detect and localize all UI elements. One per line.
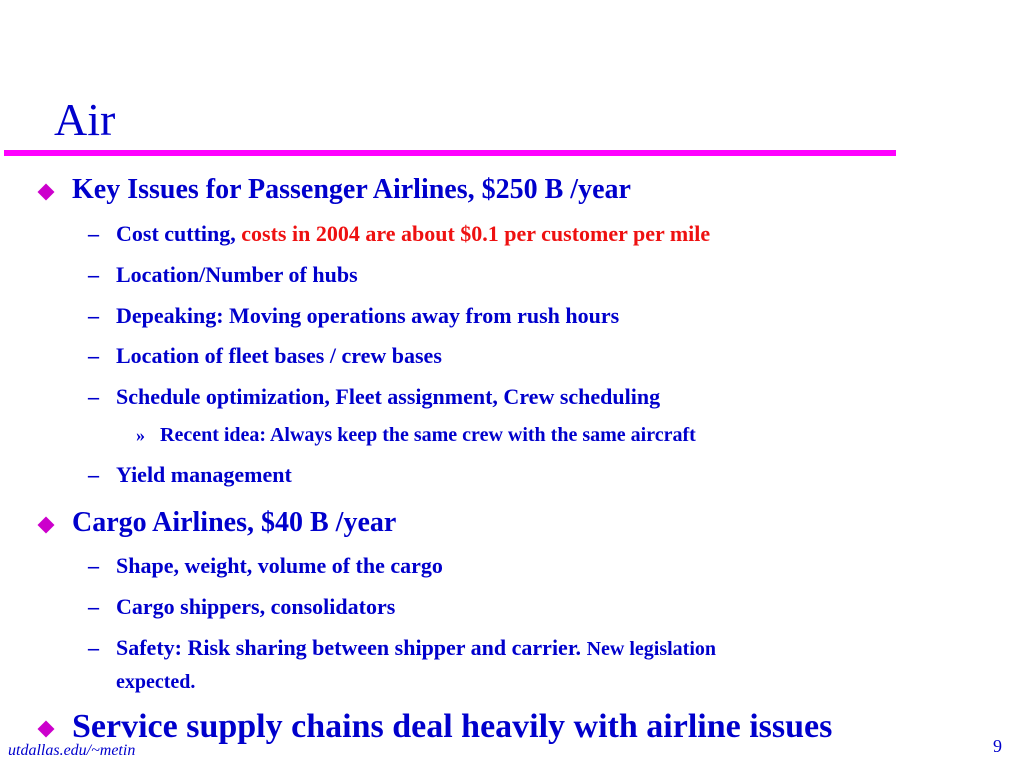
bullet-service-supply-chains: Service supply chains deal heavily with airline issues [72,708,833,745]
highlighted-cost-text: costs in 2004 are about $0.1 per customer per mile [241,221,711,246]
bullet-cargo-airlines: Cargo Airlines, $40 B /year [72,507,397,538]
sub-bullet-hubs: Location/Number of hubs [116,262,358,287]
sub-bullet-text: Safety: Risk sharing between shipper and carrier. [116,635,587,660]
diamond-bullet-icon [38,517,55,534]
dash-bullet-icon: – [88,343,99,368]
dash-bullet-icon: – [88,462,99,487]
diamond-bullet-icon [38,721,55,738]
sub-bullet-cost-cutting [116,218,710,250]
sub-bullet-fleet-bases: Location of fleet bases / crew bases [116,343,442,368]
sub-bullet-text: Cost cutting, [116,221,242,246]
dash-bullet-icon: – [88,303,99,328]
sub-bullet-cargo-shippers: Cargo shippers, consolidators [116,594,396,619]
sub-bullet-yield-management: Yield management [116,462,292,487]
sub-bullet-cargo-shape: Shape, weight, volume of the cargo [116,553,443,578]
bullet-passenger-airlines: Key Issues for Passenger Airlines, $250 B /year [72,174,631,205]
diamond-bullet-icon [38,184,55,201]
title-underline [4,150,896,156]
dash-bullet-icon: – [88,221,99,246]
sub-bullet-depeaking: Depeaking: Moving operations away from rush hours [116,303,620,328]
page-number: 9 [993,736,1002,756]
subsub-bullet-recent-idea: Recent idea: Always keep the same crew with the same aircraft [160,424,696,446]
sub-bullet-small-text: New legislation [586,638,716,660]
dash-bullet-icon: – [88,594,99,619]
sub-bullet-schedule-optimization: Schedule optimization, Fleet assignment, Crew scheduling [116,384,661,409]
dash-bullet-icon: – [88,384,99,409]
dash-bullet-icon: – [88,553,99,578]
sub-bullet-safety [116,632,916,698]
dash-bullet-icon: – [88,262,99,287]
slide-title: Air [54,94,116,145]
sub-bullet-continuation: expected. [116,671,196,693]
footer-url: utdallas.edu/~metin [8,742,136,759]
raquo-bullet-icon: » [136,425,145,445]
dash-bullet-icon: – [88,635,99,660]
